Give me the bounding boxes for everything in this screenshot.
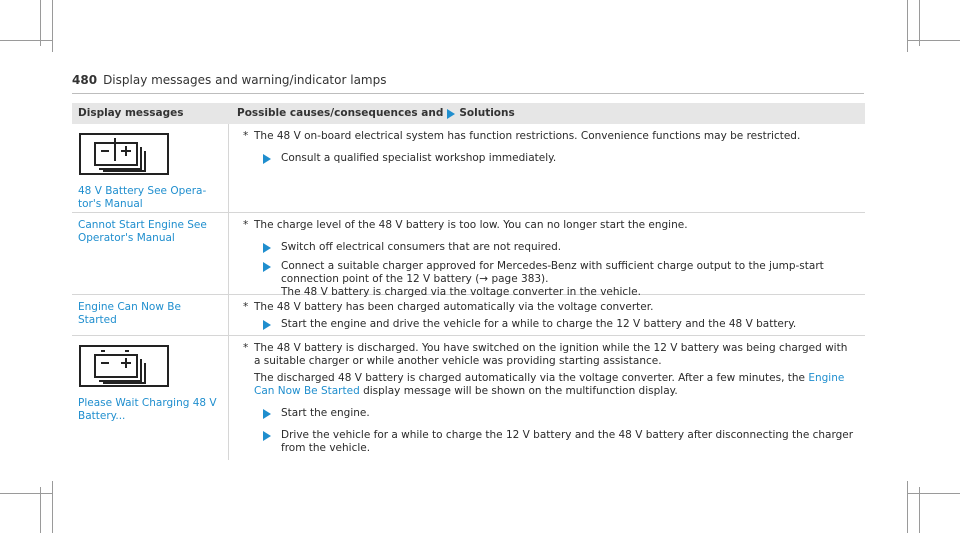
table-row [72,213,865,298]
solution-step: Drive the vehicle for a while to charge the 12 V battery and the 48 V battery after disconnecting the charger from the vehicle. [263,429,857,455]
solution-step: Start the engine and drive the vehicle for a while to charge the 12 V battery and the 48 V battery. [263,318,857,331]
cause-text: The charge level of the 48 V battery is too low. You can no longer start the engine. [254,219,688,231]
solution-arrow-icon [263,154,271,164]
table-header [72,103,865,124]
crop-mark [52,0,53,52]
table-row [72,124,865,213]
crop-mark [52,481,53,533]
table-row [72,336,865,460]
cause-cell: * The 48 V battery is discharged. You have switched on the ignition while the 12 V battery was being charged with a suitable charger or while another vehicle was providing starting assistance. The discharged 48 V battery is charged automatically via the voltage converter. After a few minutes, the Engine Can Now Be Started display message will be shown on the multifunction display. Start the engine. Drive the vehicle for a while to charge the 12 V battery and the 48 V battery after disconnecting the charger from the vehicle. [229,336,865,460]
crop-mark [907,0,908,52]
solution-arrow-icon [263,243,271,253]
solution-step: Connect a suitable charger approved for Mercedes-Benz with sufficient charge output to the jump-start connection point of the 12 V battery (→ page 383). The 48 V battery is charged via the voltage converter in the vehicle. [263,260,857,299]
display-messages-table [72,103,865,460]
engine-started-link[interactable]: Engine Can Now Be Started [254,372,845,397]
message-cell [72,213,229,294]
solution-arrow-icon [263,320,271,330]
solution-arrow-icon [263,409,271,419]
message-label: Engine Can Now Be Started [78,301,181,326]
message-cell [72,295,229,335]
crop-mark [907,481,908,533]
message-label: Please Wait Charging 48 V Battery... [78,397,217,422]
cause-text: The 48 V battery has been charged automatically via the voltage converter. [254,301,654,313]
battery-icon [79,345,169,387]
info-paragraph: The discharged 48 V battery is charged automatically via the voltage converter. After a few minutes, the Engine Can Now Be Started display message will be shown on the multifunction display. [254,372,845,397]
message-label: 48 V Battery See Operator's Manual [78,185,207,210]
cause-text: The 48 V on-board electrical system has function restrictions. Convenience functions may be restricted. [254,130,801,142]
header-rule [72,93,864,94]
solution-step: Switch off electrical consumers that are not required. [263,241,857,254]
solution-arrow-icon [263,262,271,272]
page-header [72,73,386,87]
message-label: Cannot Start Engine See Operator's Manual [78,219,207,244]
page-number: 480 [72,73,98,87]
col-header-causes: Possible causes/consequences and Solutions [237,107,515,119]
solution-step: Consult a qualified specialist workshop immediately. [263,152,857,165]
crop-mark [908,493,960,494]
crop-mark [0,40,52,41]
table-row [72,295,865,336]
cause-text: The 48 V battery is discharged. You have switched on the ignition while the 12 V battery was being charged with a suitable charger or while another vehicle was providing starting assistance. [254,342,848,367]
solution-arrow-icon [447,109,455,119]
message-cell [72,336,229,460]
col-header-messages: Display messages [78,107,184,119]
message-cell [72,124,229,212]
crop-mark [0,493,52,494]
cause-cell: * The charge level of the 48 V battery is too low. You can no longer start the engine. Switch off electrical consumers that are not required. Connect a suitable charger approved for Mercedes-Benz with sufficient charge output to the jump-start connection point of the 12 V battery (→ page 383). The 48 V battery is charged via the voltage converter in the vehicle. [229,213,865,294]
page-title: Display messages and warning/indicator lamps [103,73,387,87]
battery-48v-icon [79,133,169,175]
crop-mark [908,40,960,41]
cause-cell: * The 48 V on-board electrical system has function restrictions. Convenience functions may be restricted. Consult a qualified specialist workshop immediately. [229,124,865,212]
cause-cell: * The 48 V battery has been charged automatically via the voltage converter. Start the engine and drive the vehicle for a while to charge the 12 V battery and the 48 V battery. [229,295,865,335]
solution-step: Start the engine. [263,407,857,420]
solution-arrow-icon [263,431,271,441]
